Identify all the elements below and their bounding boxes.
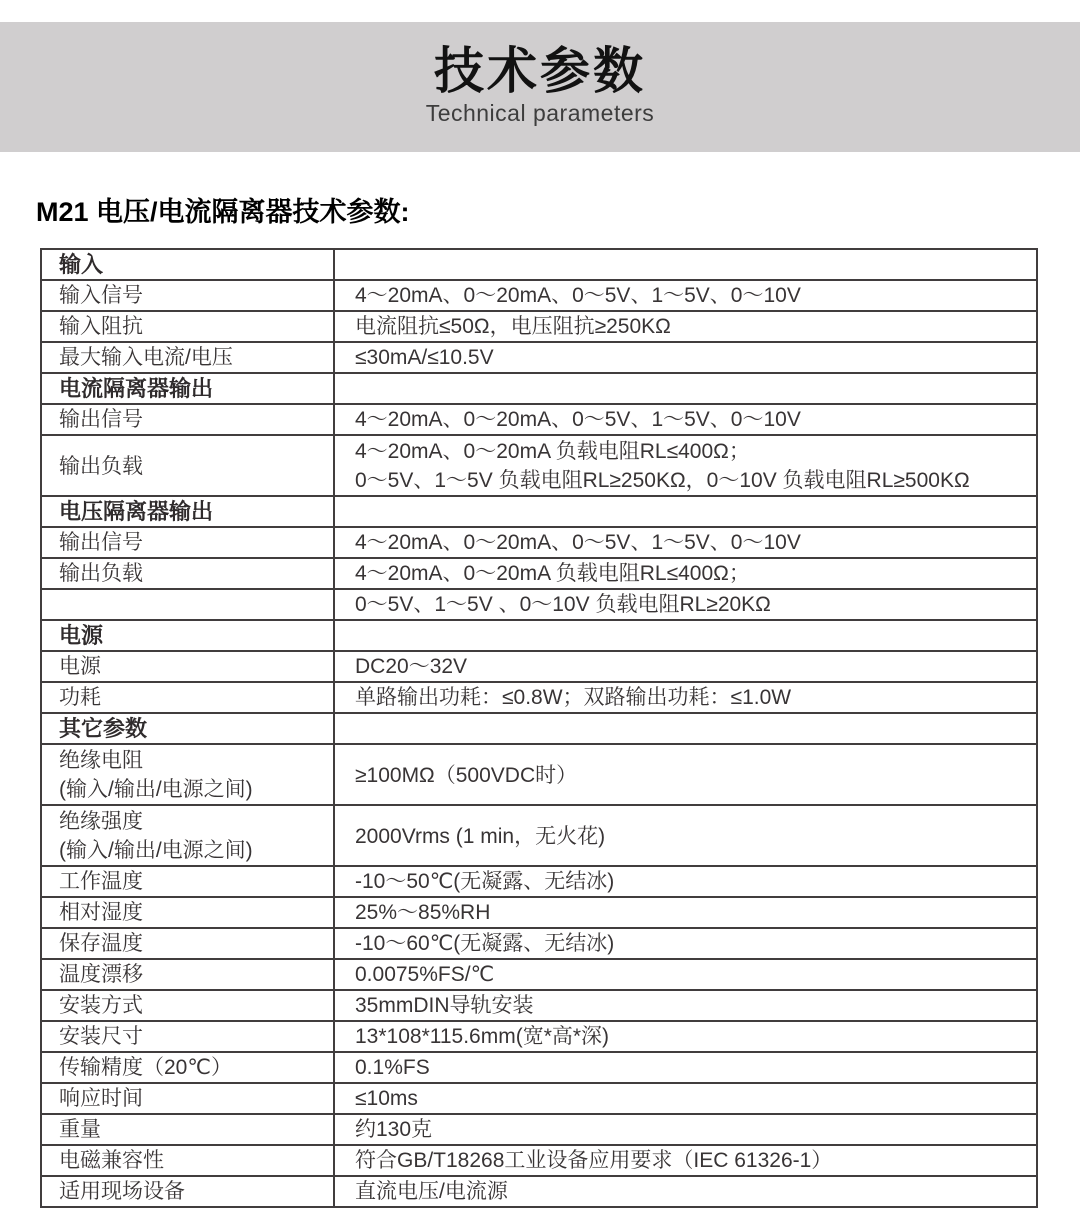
section-label: 电源 — [59, 623, 104, 649]
param-value: 直流电压/电流源 — [355, 1180, 508, 1204]
param-label-cell — [41, 897, 334, 928]
param-value-cell — [334, 990, 1037, 1021]
param-label: 安装方式 — [59, 994, 143, 1018]
param-label-cell — [41, 713, 334, 744]
param-value: DC20～32V — [355, 655, 468, 679]
param-label-cell — [41, 1021, 334, 1052]
param-label: 工作温度 — [59, 870, 143, 894]
param-value-cell — [334, 249, 1037, 280]
table-row — [41, 342, 1037, 373]
param-value-cell — [334, 435, 1037, 496]
param-value: ≤10ms — [355, 1087, 418, 1111]
param-label: 适用现场设备 — [59, 1180, 185, 1204]
param-label: 功耗 — [59, 686, 101, 710]
param-label: 保存温度 — [59, 932, 143, 956]
param-label-cell — [41, 311, 334, 342]
header-banner — [0, 22, 1080, 152]
table-row — [41, 558, 1037, 589]
param-label: 输出负载 — [59, 562, 143, 586]
table-row — [41, 1021, 1037, 1052]
param-value: 0.1%FS — [355, 1056, 430, 1080]
param-value-cell — [334, 651, 1037, 682]
param-value: ≤30mA/≤10.5V — [355, 346, 494, 369]
param-value-cell — [334, 1083, 1037, 1114]
param-label-cell — [41, 527, 334, 558]
param-label: 输入阻抗 — [59, 315, 143, 338]
param-label-cell — [41, 651, 334, 682]
param-label-cell — [41, 866, 334, 897]
param-label-cell — [41, 1052, 334, 1083]
param-value-cell — [334, 866, 1037, 897]
table-row — [41, 990, 1037, 1021]
param-label: 输出负载 — [59, 454, 143, 478]
param-value-cell — [334, 1052, 1037, 1083]
param-label: 绝缘强度 — [59, 809, 143, 833]
parameters-table — [40, 248, 1038, 1208]
param-label-cell — [41, 589, 334, 620]
table-row — [41, 1052, 1037, 1083]
table-row — [41, 1114, 1037, 1145]
param-label: 电磁兼容性 — [59, 1149, 164, 1173]
parameters-table-body — [41, 249, 1037, 1207]
param-value: 4～20mA、0～20mA 负载电阻RL≤400Ω； — [355, 439, 750, 463]
param-value: 单路输出功耗：≤0.8W；双路输出功耗：≤1.0W — [355, 686, 792, 710]
param-value-cell — [334, 496, 1037, 527]
param-value-cell — [334, 280, 1037, 311]
section-label: 电流隔离器输出 — [59, 376, 214, 401]
table-row — [41, 1145, 1037, 1176]
param-label: 绝缘电阻 — [59, 748, 143, 772]
param-value-cell — [334, 311, 1037, 342]
param-value: 0～5V、1～5V 负载电阻RL≥250KΩ，0～10V 负载电阻RL≥500KΩ — [355, 468, 970, 492]
param-label: 输出信号 — [59, 531, 143, 555]
param-value-cell — [334, 713, 1037, 744]
section-heading: M21 电压/电流隔离器技术参数: — [36, 197, 410, 227]
param-value-cell — [334, 1176, 1037, 1207]
section-row — [41, 249, 1037, 280]
table-row — [41, 404, 1037, 435]
table-row — [41, 651, 1037, 682]
param-value-cell — [334, 342, 1037, 373]
table-row — [41, 1083, 1037, 1114]
param-label-cell — [41, 496, 334, 527]
param-label-cell — [41, 249, 334, 280]
param-value: 4～20mA、0～20mA、0～5V、1～5V、0～10V — [355, 531, 801, 555]
section-label: 电压隔离器输出 — [59, 499, 214, 525]
param-value: ≥100MΩ（500VDC时） — [355, 763, 578, 787]
table-row — [41, 589, 1037, 620]
param-value-cell — [334, 620, 1037, 651]
param-label-cell — [41, 620, 334, 651]
param-label: 重量 — [59, 1118, 101, 1142]
param-value: 电流阻抗≤50Ω，电压阻抗≥250KΩ — [355, 315, 671, 338]
param-label: 响应时间 — [59, 1087, 143, 1111]
param-value-cell — [334, 897, 1037, 928]
param-value: 符合GB/T18268工业设备应用要求（IEC 61326-1） — [355, 1149, 833, 1173]
param-label: 最大输入电流/电压 — [59, 346, 233, 369]
table-row — [41, 959, 1037, 990]
param-label-note: (输入/输出/电源之间) — [59, 777, 253, 801]
param-value: 4～20mA、0～20mA 负载电阻RL≤400Ω； — [355, 562, 750, 586]
section-row — [41, 713, 1037, 744]
table-row — [41, 897, 1037, 928]
param-label: 传输精度（20℃） — [59, 1056, 232, 1080]
table-row — [41, 1176, 1037, 1207]
section-label: 其它参数 — [59, 716, 148, 742]
param-label: 输入信号 — [59, 284, 143, 307]
param-label-cell — [41, 404, 334, 435]
table-row — [41, 744, 1037, 805]
param-value-cell — [334, 959, 1037, 990]
param-value: 约130克 — [355, 1118, 433, 1142]
table-row — [41, 866, 1037, 897]
param-value: 13*108*115.6mm(宽*高*深) — [355, 1025, 610, 1049]
param-value: 4～20mA、0～20mA、0～5V、1～5V、0～10V — [355, 284, 801, 307]
param-label-cell — [41, 959, 334, 990]
param-value-cell — [334, 589, 1037, 620]
param-label-cell — [41, 1114, 334, 1145]
param-value: 0～5V、1～5V 、0～10V 负载电阻RL≥20KΩ — [355, 593, 771, 617]
section-row — [41, 620, 1037, 651]
param-label: 输出信号 — [59, 408, 143, 431]
param-value-cell — [334, 558, 1037, 589]
param-label-cell — [41, 280, 334, 311]
param-label-cell — [41, 435, 334, 496]
param-label-cell — [41, 990, 334, 1021]
param-label-cell — [41, 1083, 334, 1114]
param-label-cell — [41, 805, 334, 866]
param-label-cell — [41, 682, 334, 713]
param-value-cell — [334, 527, 1037, 558]
param-value: -10～60℃(无凝露、无结冰) — [355, 932, 615, 956]
param-label-cell — [41, 342, 334, 373]
param-label: 安装尺寸 — [59, 1025, 143, 1049]
param-value: 0.0075%FS/℃ — [355, 963, 495, 987]
section-row — [41, 496, 1037, 527]
param-value-cell — [334, 404, 1037, 435]
section-row — [41, 373, 1037, 404]
page-title: 技术参数 — [434, 43, 646, 99]
section-label: 输入 — [59, 252, 104, 277]
param-value-cell — [334, 1114, 1037, 1145]
param-label-cell — [41, 928, 334, 959]
param-label: 相对湿度 — [59, 901, 143, 925]
param-value-cell — [334, 373, 1037, 404]
param-value-cell — [334, 682, 1037, 713]
table-row — [41, 805, 1037, 866]
param-label-cell — [41, 744, 334, 805]
param-value: 25%～85%RH — [355, 901, 491, 925]
table-row — [41, 280, 1037, 311]
param-label-cell — [41, 558, 334, 589]
param-label-cell — [41, 373, 334, 404]
param-value: 35mmDIN导轨安装 — [355, 994, 534, 1018]
param-value-cell — [334, 928, 1037, 959]
param-value-cell — [334, 805, 1037, 866]
param-label-note: (输入/输出/电源之间) — [59, 838, 253, 862]
page-subtitle: Technical parameters — [425, 100, 655, 126]
param-label: 电源 — [59, 655, 101, 679]
table-row — [41, 527, 1037, 558]
table-row — [41, 311, 1037, 342]
param-value-cell — [334, 744, 1037, 805]
table-row — [41, 435, 1037, 496]
param-value: 4～20mA、0～20mA、0～5V、1～5V、0～10V — [355, 408, 801, 431]
table-row — [41, 682, 1037, 713]
param-label-cell — [41, 1176, 334, 1207]
param-value: -10～50℃(无凝露、无结冰) — [355, 870, 615, 894]
table-row — [41, 928, 1037, 959]
param-value-cell — [334, 1021, 1037, 1052]
param-label-cell — [41, 1145, 334, 1176]
param-label: 温度漂移 — [59, 963, 143, 987]
param-value: 2000Vrms (1 min，无火花) — [355, 824, 606, 848]
param-value-cell — [334, 1145, 1037, 1176]
